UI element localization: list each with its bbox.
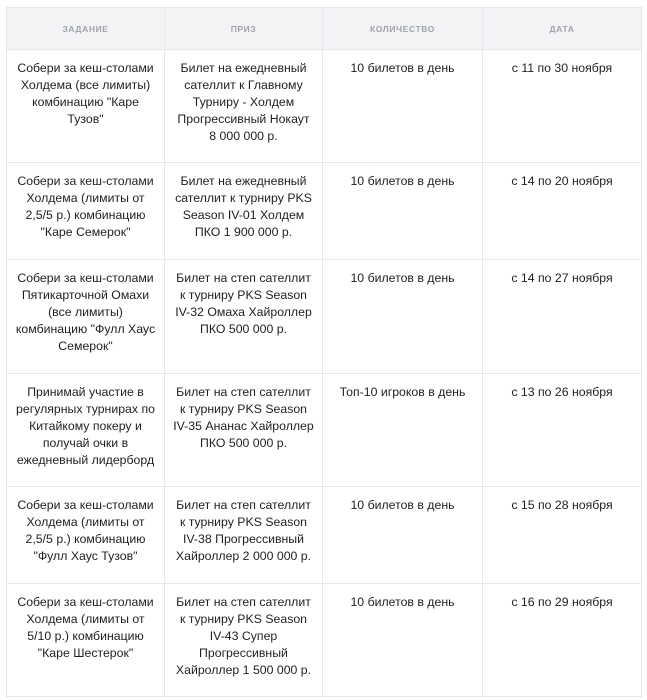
prize-cell-line: ПКО 500 000 р. — [200, 322, 287, 336]
table-row — [7, 487, 642, 584]
amount-cell: 10 билетов в день — [323, 584, 483, 697]
prize-cell — [165, 374, 323, 487]
task-cell-line: "Каре Шестерок" — [37, 646, 134, 660]
prize-cell-line: IV-38 Прогрессивный — [182, 532, 304, 546]
prize-cell-line: к турниру PKS Season — [179, 288, 308, 302]
task-cell-line: ежедневный лидерборд — [16, 453, 155, 467]
table-row — [7, 163, 642, 260]
prize-cell-line: Хайроллер 2 000 000 р. — [175, 549, 312, 563]
prize-cell-line: IV-43 Супер — [209, 629, 278, 643]
prize-cell-line: к турниру PKS Season — [179, 612, 308, 626]
task-cell-line: Собери за кеш-столами — [17, 174, 154, 188]
task-cell-line: Собери за кеш-столами — [17, 595, 154, 609]
prize-cell-line: Прогрессивный Нокаут — [177, 112, 310, 126]
task-cell — [7, 374, 165, 487]
task-cell-line: Холдема (все лимиты) — [20, 78, 151, 92]
prize-cell — [165, 487, 323, 584]
task-cell — [7, 584, 165, 697]
task-cell-line: комбинацию "Каре — [32, 95, 139, 109]
prize-cell — [165, 50, 323, 163]
prize-cell-line: Билет на степ сателлит — [176, 385, 311, 399]
task-cell-line: "Фулл Хаус Тузов" — [33, 549, 138, 563]
prize-cell-line: Билет на ежедневный — [180, 174, 307, 188]
task-cell-line: Принимай участие в — [27, 385, 144, 399]
prize-cell-line: сателлит к турниру PKS — [175, 191, 312, 205]
prize-cell-line: Билет на ежедневный — [180, 61, 307, 75]
amount-cell: 10 билетов в день — [323, 487, 483, 584]
task-cell-line: Китайкому покеру и — [29, 419, 142, 433]
table-row — [7, 260, 642, 374]
date-cell: с 13 по 26 ноября — [483, 374, 642, 487]
prize-cell-line: к турниру PKS Season — [179, 515, 308, 529]
promo-table-container — [6, 7, 641, 697]
header-date: ДАТА — [483, 8, 642, 50]
task-cell-line: Пятикарточной Омахи — [21, 288, 150, 302]
table-header-row — [7, 8, 642, 50]
prize-cell-line: Хайроллер 1 500 000 р. — [175, 663, 312, 677]
task-cell-line: (все лимиты) — [48, 305, 123, 319]
prize-cell-line: Season IV-01 Холдем — [182, 208, 305, 222]
date-cell: с 11 по 30 ноября — [483, 50, 642, 163]
prize-cell-line: сателлит к Главному — [184, 78, 303, 92]
table-row — [7, 374, 642, 487]
prize-cell-line: IV-32 Омаха Хайроллер — [175, 305, 312, 319]
date-cell: с 15 по 28 ноября — [483, 487, 642, 584]
prize-cell-line: Прогрессивный — [199, 646, 288, 660]
task-cell — [7, 163, 165, 260]
header-amount: КОЛИЧЕСТВО — [323, 8, 483, 50]
date-cell: с 14 по 20 ноября — [483, 163, 642, 260]
promo-table — [6, 7, 642, 697]
prize-cell-line: ПКО 1 900 000 р. — [194, 225, 293, 239]
task-cell-line: Холдема (лимиты от — [26, 191, 145, 205]
task-cell-line: 2,5/5 р.) комбинацию — [25, 532, 146, 546]
task-cell-line: комбинацию "Фулл Хаус — [15, 322, 156, 336]
amount-cell: 10 билетов в день — [323, 50, 483, 163]
prize-cell-line: к турниру PKS Season — [179, 402, 308, 416]
prize-cell-line: Билет на степ сателлит — [176, 595, 311, 609]
task-cell-line: Собери за кеш-столами — [17, 271, 154, 285]
prize-cell-line: IV-35 Ананас Хайроллер — [173, 419, 314, 433]
task-cell-line: 5/10 р.) комбинацию — [27, 629, 144, 643]
prize-cell — [165, 584, 323, 697]
task-cell-line: Семерок" — [58, 339, 113, 353]
task-cell-line: получай очки в — [42, 436, 129, 450]
amount-cell: 10 билетов в день — [323, 163, 483, 260]
prize-cell — [165, 260, 323, 374]
date-cell: с 16 по 29 ноября — [483, 584, 642, 697]
amount-cell: 10 билетов в день — [323, 260, 483, 374]
task-cell — [7, 487, 165, 584]
task-cell — [7, 260, 165, 374]
prize-cell-line: Билет на степ сателлит — [176, 498, 311, 512]
task-cell-line: Холдема (лимиты от — [26, 515, 145, 529]
date-cell: с 14 по 27 ноября — [483, 260, 642, 374]
task-cell-line: "Каре Семерок" — [40, 225, 131, 239]
task-cell-line: Собери за кеш-столами — [17, 498, 154, 512]
task-cell-line: регулярных турнирах по — [16, 402, 155, 416]
task-cell — [7, 50, 165, 163]
task-cell-line: Холдема (лимиты от — [26, 612, 145, 626]
header-prize: ПРИЗ — [165, 8, 323, 50]
task-cell-line: Тузов" — [67, 112, 104, 126]
task-cell-line: Собери за кеш-столами — [17, 61, 154, 75]
amount-cell: Топ-10 игроков в день — [323, 374, 483, 487]
prize-cell-line: Билет на степ сателлит — [176, 271, 311, 285]
prize-cell-line: 8 000 000 р. — [209, 129, 278, 143]
header-task: ЗАДАНИЕ — [7, 8, 165, 50]
table-row — [7, 584, 642, 697]
prize-cell-line: ПКО 500 000 р. — [200, 436, 287, 450]
prize-cell — [165, 163, 323, 260]
table-row — [7, 50, 642, 163]
prize-cell-line: Турниру - Холдем — [192, 95, 295, 109]
task-cell-line: 2,5/5 р.) комбинацию — [25, 208, 146, 222]
